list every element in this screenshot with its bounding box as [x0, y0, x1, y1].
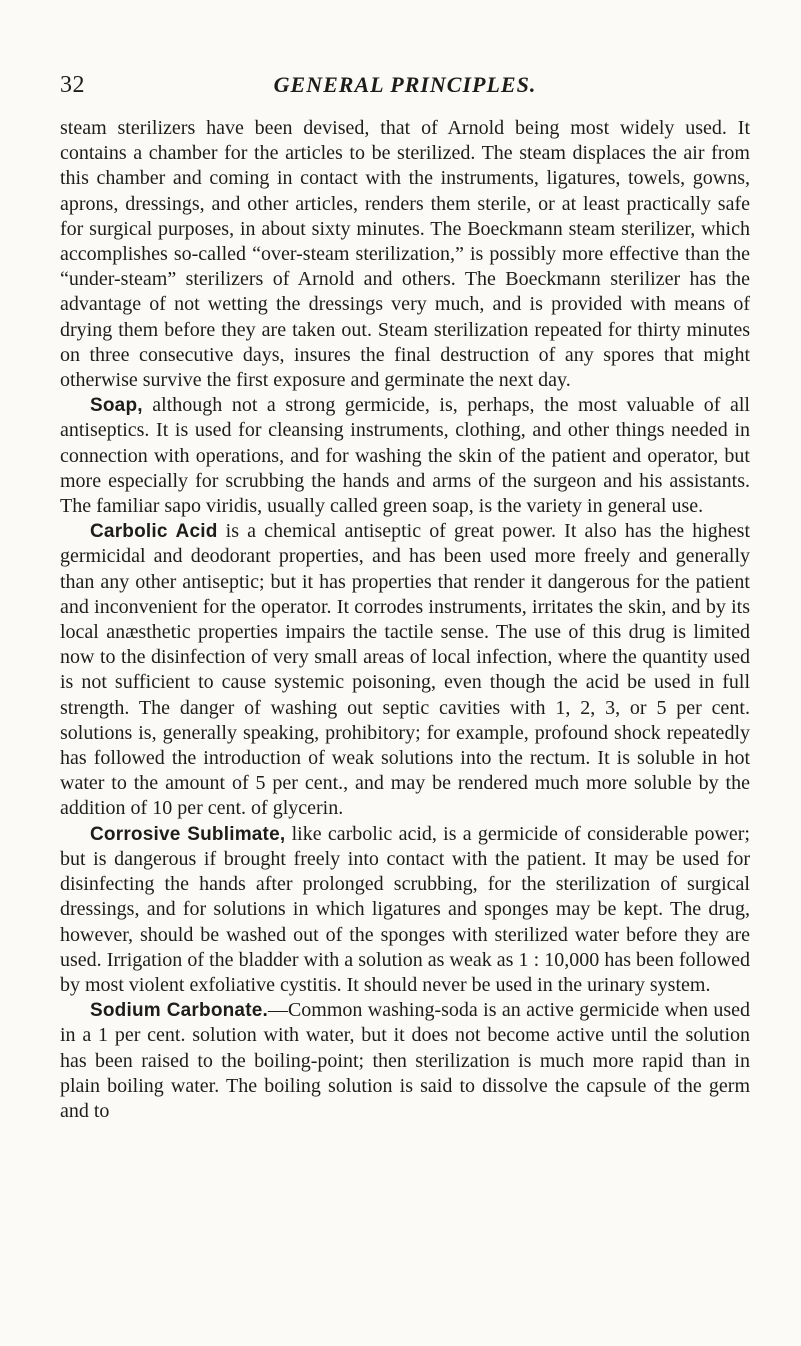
body-text	[60, 116, 750, 1124]
paragraph-corrosive-sublimate	[60, 822, 750, 998]
section-heading-corrosive-sublimate: Corrosive Sublimate,	[90, 823, 286, 845]
paragraph-text: steam sterilizers have been devised, that of Arnold being most widely used. It contains a chamber for the articles to be sterilized. The steam displaces the air from this chamber and coming in contact with the instruments, ligatures, towels, gowns, aprons, dressings, and other articles, renders them sterile, or at least practically safe for surgical purposes, in about sixty minutes. The Boeckmann steam sterilizer, which accomplishes so-called “over-steam sterilization,” is possibly more effective than the “under-steam” sterilizers of Arnold and others. The Boeckmann sterilizer has the advantage of not wetting the dressings very much, and is provided with means of drying them before they are taken out. Steam sterilization repeated for thirty minutes on three consecutive days, insures the final destruction of any spores that might otherwise survive the first exposure and germinate the next day.	[60, 117, 750, 392]
running-title: GENERAL PRINCIPLES.	[273, 72, 537, 97]
book-page	[60, 0, 750, 1346]
section-heading-soap: Soap,	[90, 395, 143, 417]
paragraph-sodium-carbonate	[60, 998, 750, 1124]
paragraph-soap	[60, 393, 750, 519]
section-heading-carbolic-acid: Carbolic Acid	[90, 521, 218, 543]
running-head	[60, 72, 750, 102]
section-heading-sodium-carbonate: Sodium Carbonate.	[90, 1000, 268, 1022]
paragraph-steam-sterilizers	[60, 116, 750, 393]
paragraph-carbolic-acid	[60, 519, 750, 821]
paragraph-text: is a chemical antiseptic of great power. It also has the highest germicidal and deodorant properties, and has been used more freely and generally than any other antiseptic; but it has properties that render it dangerous for the patient and inconvenient for the operator. It corrodes instruments, irritates the skin, and by its local anæsthetic properties impairs the tactile sense. The use of this drug is limited now to the disinfection of very small areas of local infection, where the quantity used is not sufficient to cause systemic poisoning, even though the acid be used in full strength. The danger of washing out septic cavities with 1, 2, 3, or 5 per cent. solutions is, generally speaking, prohibitory; for example, profound shock repeatedly has followed the introduction of weak solutions into the rectum. It is soluble in hot water to the amount of 5 per cent., and may be rendered much more soluble by the addition of 10 per cent. of glycerin.	[60, 520, 750, 820]
paragraph-text: although not a strong germicide, is, perhaps, the most valuable of all antiseptics. It is used for cleansing instruments, clothing, and other things needed in connection with operations, and for washing the skin of the patient and operator, but more especially for scrubbing the hands and arms of the surgeon and his assistants. The familiar sapo viridis, usually called green soap, is the variety in general use.	[60, 394, 750, 518]
paragraph-text: like carbolic acid, is a germicide of considerable power; but is dangerous if brought freely into contact with the patient. It may be used for disinfecting the hands after prolonged scrubbing, for the sterilization of surgical dressings, and for solutions in which ligatures and sponges may be kept. The drug, however, should be washed out of the sponges with sterilized water before they are used. Irrigation of the bladder with a solution as weak as 1 : 10,000 has been followed by most violent exfoliative cystitis. It should never be used in the urinary system.	[60, 822, 750, 996]
page-number: 32	[60, 72, 85, 98]
paragraph-text: —Common washing-soda is an active germicide when used in a 1 per cent. solution with water, but it does not become active until the solution has been raised to the boiling-point; then sterilization is much more rapid than in plain boiling water. The boiling solution is said to dissolve the capsule of the germ and to	[60, 999, 750, 1122]
